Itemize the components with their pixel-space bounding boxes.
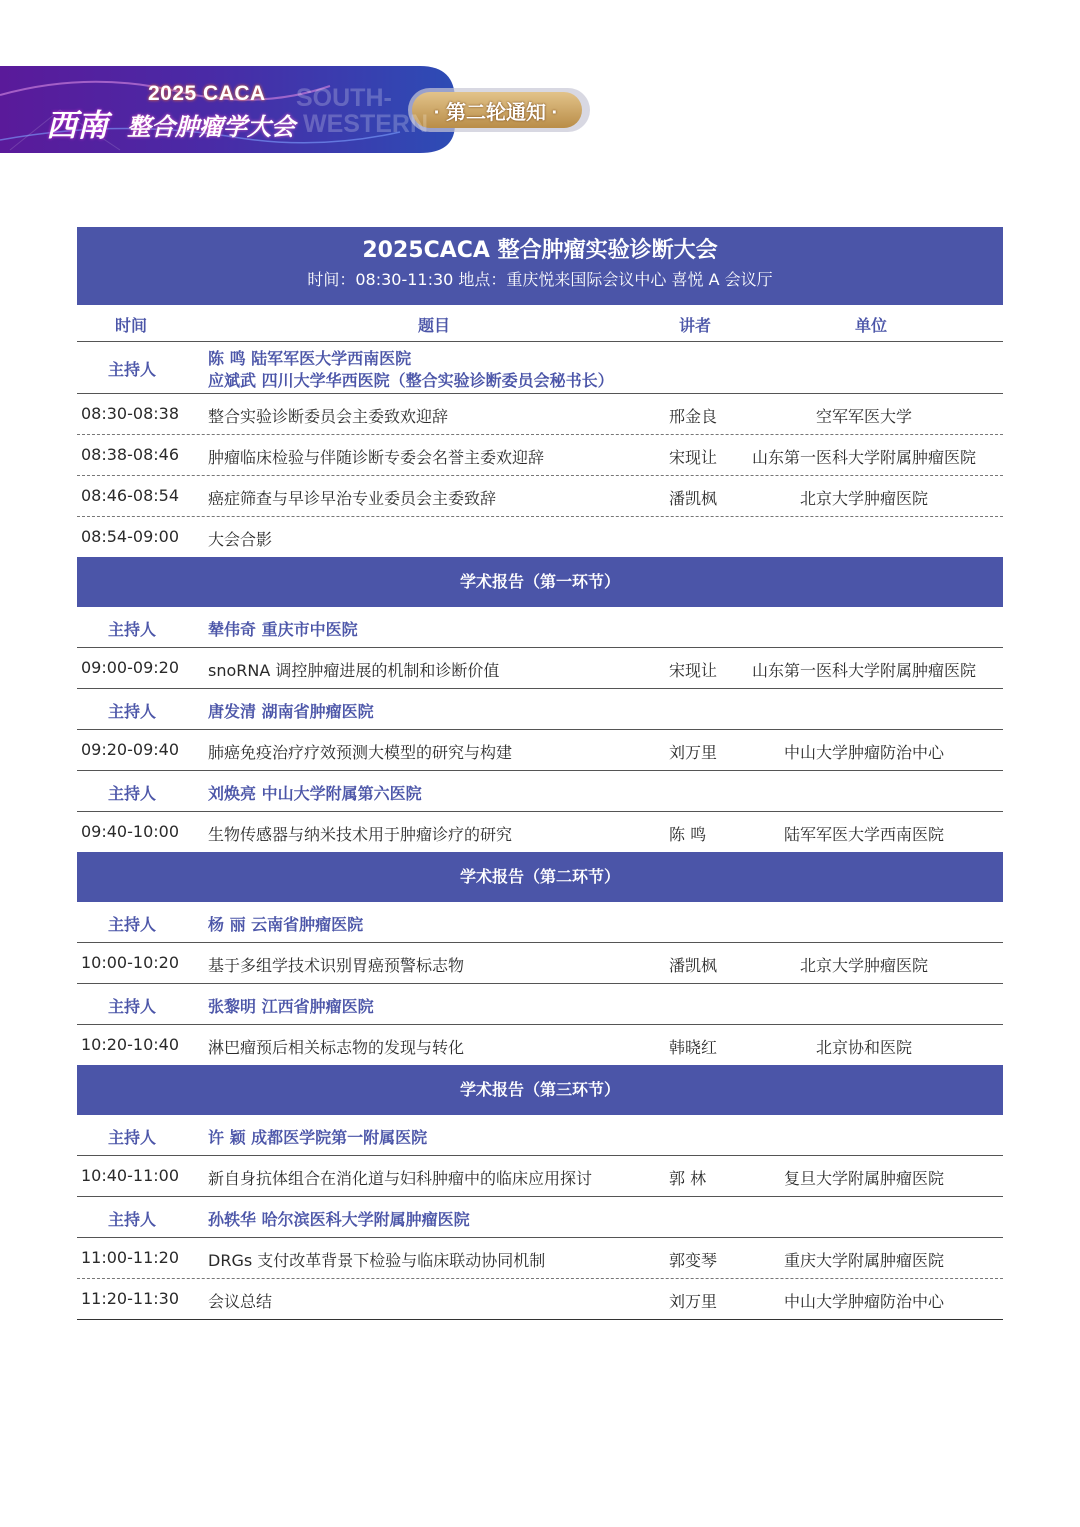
schedule-row <box>77 1279 1003 1320</box>
host-label: 主持人 <box>108 997 157 1016</box>
row-time: 09:00-09:20 <box>81 658 179 677</box>
row-topic: 会议总结 <box>208 1292 273 1311</box>
host-label: 主持人 <box>108 702 157 721</box>
row-speaker: 陈 鸣 <box>669 825 707 844</box>
host-label: 主持人 <box>108 915 157 934</box>
host-name-2: 应斌武 四川大学华西医院（整合实验诊断委员会秘书长） <box>208 371 614 390</box>
row-speaker: 宋现让 <box>669 448 718 467</box>
host-row <box>77 607 1003 648</box>
section-header-3: 学术报告（第三环节） <box>77 1065 1003 1115</box>
host-row <box>77 984 1003 1025</box>
host-label: 主持人 <box>108 620 157 639</box>
conference-time-location: 时间：08:30-11:30 地点：重庆悦来国际会议中心 喜悦 A 会议厅 <box>307 270 773 289</box>
column-header-row <box>77 305 1003 342</box>
schedule-row <box>77 1156 1003 1197</box>
schedule-row <box>77 394 1003 435</box>
host-name: 张黎明 江西省肿瘤医院 <box>208 997 374 1016</box>
row-unit: 北京大学肿瘤医院 <box>799 956 928 975</box>
column-header-unit: 单位 <box>855 316 888 335</box>
host-row <box>77 902 1003 943</box>
row-time: 08:38-08:46 <box>81 445 179 464</box>
host-label: 主持人 <box>108 360 157 379</box>
row-topic: 基于多组学技术识别胃癌预警标志物 <box>208 956 465 975</box>
row-topic: 癌症筛查与早诊早治专业委员会主委致辞 <box>208 489 497 508</box>
schedule-row <box>77 1025 1003 1065</box>
host-row <box>77 771 1003 812</box>
row-time: 11:20-11:30 <box>81 1289 179 1308</box>
row-speaker: 郭变琴 <box>669 1251 718 1270</box>
schedule-row <box>77 435 1003 476</box>
host-row-opening <box>77 342 1003 394</box>
row-topic: 生物传感器与纳米技术用于肿瘤诊疗的研究 <box>208 825 513 844</box>
row-unit: 空军军医大学 <box>815 407 912 426</box>
row-unit: 陆军军医大学西南医院 <box>783 825 944 844</box>
row-time: 11:00-11:20 <box>81 1248 179 1267</box>
row-unit: 复旦大学附属肿瘤医院 <box>783 1169 944 1188</box>
row-unit: 山东第一医科大学附属肿瘤医院 <box>751 661 976 680</box>
banner-conference-name: 整合肿瘤学大会 <box>127 112 295 141</box>
row-topic: snoRNA 调控肿瘤进展的机制和诊断价值 <box>208 661 500 680</box>
banner-ghost-text-2: WESTERN <box>303 110 428 138</box>
row-topic: 大会合影 <box>208 530 273 549</box>
row-speaker: 刘万里 <box>669 743 718 762</box>
host-row <box>77 689 1003 730</box>
row-time: 10:00-10:20 <box>81 953 179 972</box>
schedule-row <box>77 943 1003 984</box>
row-time: 09:40-10:00 <box>81 822 179 841</box>
schedule-row <box>77 476 1003 517</box>
column-header-speaker: 讲者 <box>679 316 712 335</box>
host-name: 唐发清 湖南省肿瘤医院 <box>208 702 374 721</box>
row-topic: 淋巴瘤预后相关标志物的发现与转化 <box>208 1038 465 1057</box>
row-topic: 新自身抗体组合在消化道与妇科肿瘤中的临床应用探讨 <box>208 1169 593 1188</box>
schedule-row <box>77 1238 1003 1279</box>
column-header-topic: 题目 <box>418 316 451 335</box>
row-topic: 肿瘤临床检验与伴随诊断专委会名誉主委欢迎辞 <box>208 448 545 467</box>
row-time: 08:30-08:38 <box>81 404 179 423</box>
banner-region-logo: 西南 <box>46 108 108 144</box>
host-name: 孙轶华 哈尔滨医科大学附属肿瘤医院 <box>208 1210 470 1229</box>
host-name: 许 颖 成都医学院第一附属医院 <box>208 1128 428 1147</box>
host-name: 辇伟奇 重庆市中医院 <box>208 620 358 639</box>
row-time: 08:46-08:54 <box>81 486 179 505</box>
row-topic: 整合实验诊断委员会主委致欢迎辞 <box>208 407 449 426</box>
row-topic: 肺癌免疫治疗疗效预测大模型的研究与构建 <box>208 743 513 762</box>
row-unit: 重庆大学附属肿瘤医院 <box>783 1251 944 1270</box>
row-speaker: 潘凯枫 <box>669 489 718 508</box>
row-time: 10:20-10:40 <box>81 1035 179 1054</box>
row-speaker: 邢金良 <box>669 407 718 426</box>
row-speaker: 刘万里 <box>669 1292 718 1311</box>
host-row <box>77 1115 1003 1156</box>
section-header-1: 学术报告（第一环节） <box>77 557 1003 607</box>
schedule-row <box>77 517 1003 557</box>
host-name-1: 陈 鸣 陆军军医大学西南医院 <box>208 349 412 368</box>
row-unit: 北京大学肿瘤医院 <box>799 489 928 508</box>
row-speaker: 潘凯枫 <box>669 956 718 975</box>
row-unit: 北京协和医院 <box>815 1038 912 1057</box>
row-unit: 山东第一医科大学附属肿瘤医院 <box>751 448 976 467</box>
host-label: 主持人 <box>108 1210 157 1229</box>
second-notice-badge: · 第二轮通知 · <box>433 102 559 124</box>
row-time: 10:40-11:00 <box>81 1166 179 1185</box>
banner-ghost-text-1: SOUTH- <box>296 84 392 112</box>
schedule-row <box>77 730 1003 771</box>
row-time: 08:54-09:00 <box>81 527 179 546</box>
schedule-table <box>77 227 1003 1320</box>
section-header-2: 学术报告（第二环节） <box>77 852 1003 902</box>
row-unit: 中山大学肿瘤防治中心 <box>783 1292 944 1311</box>
host-name: 刘焕亮 中山大学附属第六医院 <box>208 784 422 803</box>
host-label: 主持人 <box>108 1128 157 1147</box>
conference-title: 2025CACA 整合肿瘤实验诊断大会 <box>362 238 718 263</box>
conference-title-block <box>77 227 1003 305</box>
row-topic: DRGs 支付改革背景下检验与临床联动协同机制 <box>208 1251 546 1270</box>
row-speaker: 宋现让 <box>669 661 718 680</box>
host-label: 主持人 <box>108 784 157 803</box>
schedule-row <box>77 812 1003 852</box>
schedule-row <box>77 648 1003 689</box>
host-name: 杨 丽 云南省肿瘤医院 <box>208 915 364 934</box>
row-time: 09:20-09:40 <box>81 740 179 759</box>
column-header-time: 时间 <box>115 316 148 335</box>
host-row <box>77 1197 1003 1238</box>
banner-year: 2025 CACA <box>148 82 266 105</box>
row-speaker: 郭 林 <box>669 1169 707 1188</box>
row-unit: 中山大学肿瘤防治中心 <box>783 743 944 762</box>
row-speaker: 韩晓红 <box>669 1038 718 1057</box>
